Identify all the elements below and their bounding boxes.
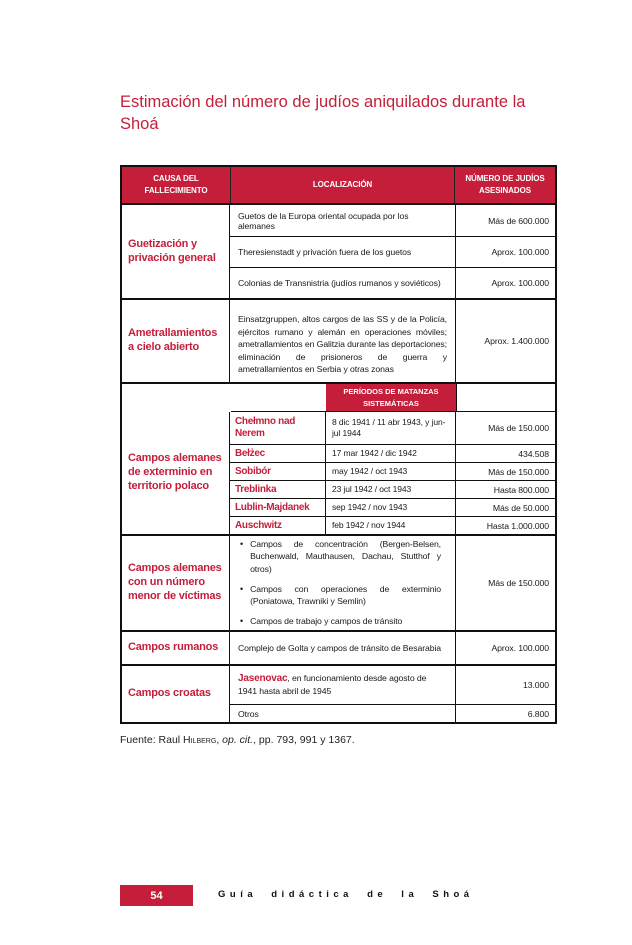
table-row (230, 536, 555, 630)
cause-label-campos-menores: Campos alemanes con un número menor de víctimas (122, 536, 230, 630)
page-number: 54 (150, 889, 163, 902)
periods-subheader: PERÍODOS DE MATANZAS SISTEMÁTICAS (326, 384, 456, 412)
bullet-item: Campos de trabajo y campos de tránsito (250, 616, 403, 627)
camp-name-jasenovac: Jasenovac (238, 673, 288, 685)
camp-name-cell: Bełżec (235, 447, 265, 459)
camp-name-cell: Treblinka (235, 483, 277, 495)
camp-period-cell: sep 1942 / nov 1943 (325, 499, 455, 516)
number-cell: Más de 150.000 (455, 412, 555, 444)
location-cell: Guetos de la Europa oriental ocupada por los alemanes (238, 210, 409, 231)
section-guetizacion (122, 205, 555, 298)
section-campos-croatas (122, 664, 555, 722)
cause-label-campos-croatas: Campos croatas (122, 666, 230, 722)
location-cell: Einsatzgruppen, altos cargos de las SS y de la Policía, ejércitos rumano y alemán en operaciones móviles; ametrallamientos en Galitzia durante las deportaciones; eliminación de prisioneros de guerra y ametrallamientos en Serbia y otras zonas (238, 313, 447, 375)
estimation-table (120, 165, 557, 724)
location-cell (230, 666, 455, 704)
location-cell: Theresienstadt y privación fuera de los guetos (238, 247, 412, 257)
location-cell (230, 536, 455, 630)
number-cell: Aprox. 100.000 (455, 268, 555, 298)
cause-label-guetizacion: Guetización y privación general (122, 205, 230, 298)
table-row (230, 267, 555, 298)
camp-period-cell: 23 jul 1942 / oct 1943 (325, 481, 455, 498)
camp-row (230, 444, 555, 462)
number-cell: Más de 150.000 (455, 463, 555, 480)
camp-row (230, 480, 555, 498)
booklet-title: Guía didáctica de la Shoá (218, 889, 474, 900)
bullet-marker: • (240, 539, 244, 550)
page-number-badge (120, 885, 193, 906)
subheader-spacer (231, 384, 326, 412)
bullet-item: Campos de concentración (Bergen-Belsen, Buchenwald, Mauthausen, Dachau, Stutthof y otros) (250, 539, 441, 574)
camp-name-cell: Chełmno nad Nerem (235, 416, 296, 439)
page-title: Estimación del número de judíos aniquilados durante la Shoá (120, 93, 526, 133)
number-cell: Más de 150.000 (455, 536, 555, 630)
section-campos-rumanos (122, 630, 555, 664)
camp-name-cell: Auschwitz (235, 519, 282, 531)
periods-subheader-row (122, 384, 555, 412)
table-row (230, 632, 555, 664)
number-cell: Hasta 800.000 (455, 481, 555, 498)
number-cell: Hasta 1.000.000 (455, 517, 555, 534)
location-cell: Otros (238, 708, 259, 719)
subheader-spacer (456, 384, 555, 412)
number-cell: Más de 50.000 (455, 499, 555, 516)
cause-label-campos-exterminio: Campos alemanes de exterminio en territorio polaco (122, 412, 230, 534)
camp-name-cell: Lublin-Majdanek (235, 501, 310, 513)
camp-row (230, 498, 555, 516)
header-cell-location: LOCALIZACIÓN (230, 167, 454, 203)
camp-row (230, 412, 555, 444)
camp-period-cell: 17 mar 1942 / dic 1942 (325, 445, 455, 462)
table-header-row (122, 167, 555, 205)
camp-period-cell: 8 dic 1941 / 11 abr 1943, y jun-jul 1944 (325, 412, 455, 444)
table-row (230, 704, 555, 722)
source-author: Hilberg (183, 734, 217, 746)
number-cell: Aprox. 100.000 (455, 237, 555, 267)
number-cell: Más de 600.000 (455, 205, 555, 236)
table-row (230, 300, 555, 382)
source-citation: Fuente: Raul Hilberg, op. cit., pp. 793, 991 y 1367. (120, 734, 355, 746)
jasenovac-description: , en funcionamiento desde agosto de 1941 hasta abril de 1945 (238, 673, 427, 696)
source-suffix: , pp. 793, 991 y 1367. (253, 734, 355, 746)
number-cell: 6.800 (455, 705, 555, 722)
cause-label-ametrallamientos: Ametrallamientos a cielo abierto (122, 300, 230, 382)
camp-period-cell: feb 1942 / nov 1944 (325, 517, 455, 534)
section-campos-menores (122, 534, 555, 630)
location-cell: Colonias de Transnistria (judíos rumanos y soviéticos) (238, 278, 441, 288)
camp-period-cell: may 1942 / oct 1943 (325, 463, 455, 480)
header-cell-number: NÚMERO DE JUDÍOS ASESINADOS (454, 167, 555, 203)
table-row (230, 205, 555, 236)
camp-row (230, 462, 555, 480)
number-cell: 434.508 (455, 445, 555, 462)
camp-row (230, 516, 555, 534)
number-cell: Aprox. 100.000 (455, 632, 555, 664)
source-cite: op. cit. (222, 734, 254, 746)
section-ametrallamientos (122, 298, 555, 382)
camp-name-cell: Sobibór (235, 465, 271, 477)
number-cell: 13.000 (455, 666, 555, 704)
table-row (230, 666, 555, 704)
bullet-marker: • (240, 583, 244, 594)
subheader-spacer (122, 384, 231, 412)
header-cell-cause: CAUSA DEL FALLECIMIENTO (144, 174, 208, 195)
bullet-item: Campos con operaciones de exterminio (Poniatowa, Trawniki y Semlin) (250, 583, 441, 606)
table-row (230, 236, 555, 267)
location-cell: Complejo de Golta y campos de tránsito de Besarabia (238, 643, 442, 653)
cause-label-campos-rumanos: Campos rumanos (122, 632, 230, 664)
source-prefix: Fuente: Raul (120, 734, 184, 746)
section-campos-exterminio (122, 382, 555, 534)
bullet-marker: • (240, 616, 244, 627)
number-cell: Aprox. 1.400.000 (455, 300, 555, 382)
